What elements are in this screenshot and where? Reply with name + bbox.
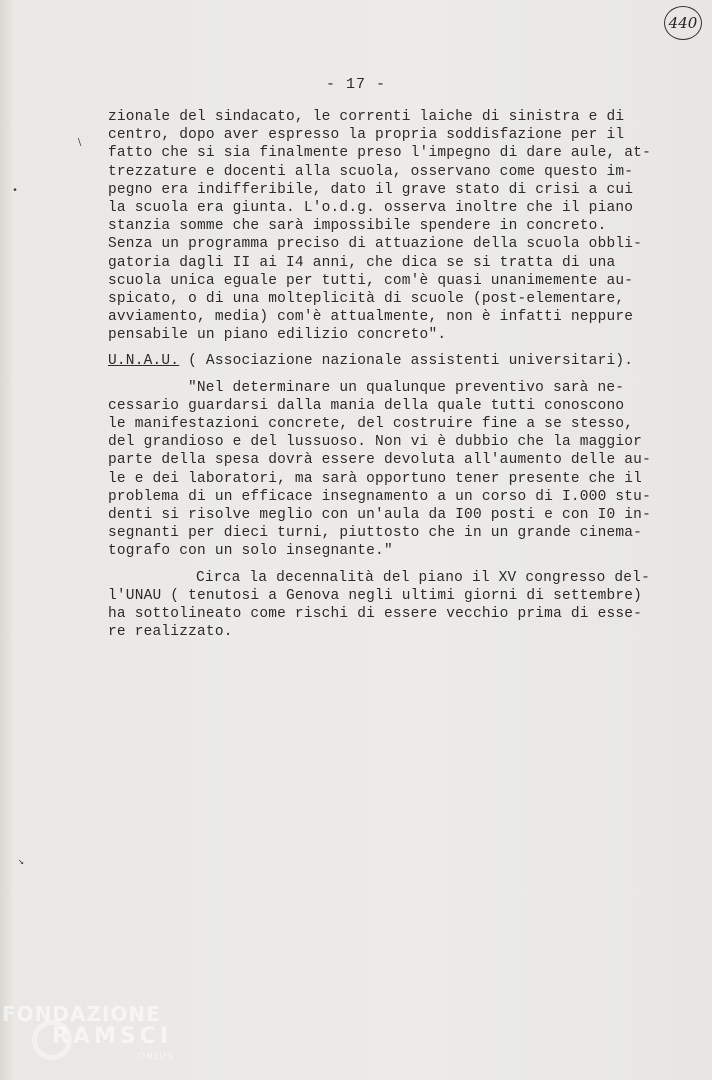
- text-line: avviamento, media) com'è attualmente, non è infatti neppure: [108, 309, 634, 326]
- text-line: fatto che si sia finalmente preso l'impegno di dare aule, at-: [108, 145, 651, 162]
- text-line: spicato, o di una molteplicità di scuole (post-elementare,: [108, 290, 625, 307]
- page-number: - 17 -: [325, 76, 386, 93]
- watermark-line1: FONDAZIONE: [2, 1002, 161, 1026]
- watermark-line2: RAMSCI: [52, 1024, 173, 1049]
- body-text: [108, 108, 651, 641]
- margin-mark: ↘: [18, 857, 25, 868]
- archive-number-stamp: 440: [664, 6, 702, 40]
- text-line: la scuola era giunta. L'o.d.g. osserva inoltre che il piano: [108, 199, 634, 216]
- text-line: pegno era indifferibile, dato il grave stato di crisi a cui: [108, 181, 634, 198]
- unau-description: ( Associazione nazionale assistenti universitari).: [179, 353, 634, 370]
- unau-abbreviation: U.N.A.U.: [108, 353, 180, 370]
- text-line: Circa la decennalità del piano il XV congresso del-: [196, 569, 650, 586]
- text-line: pensabile un piano edilizio concreto".: [108, 327, 447, 344]
- text-line: scuola unica eguale per tutti, com'è quasi unanimemente au-: [108, 272, 634, 289]
- text-line: cessario guardarsi dalla mania della quale tutti conoscono: [108, 397, 625, 414]
- text-line: segnanti per dieci turni, piuttosto che in un grande cinema-: [108, 525, 643, 542]
- text-line: tografo con un solo insegnante.": [108, 543, 393, 560]
- text-line: trezzature e docenti alla scuola, osservano come questo im-: [108, 163, 634, 180]
- text-line: parte della spesa dovrà essere devoluta all'aumento delle au-: [108, 452, 651, 469]
- text-line: gatoria dagli II ai I4 anni, che dica se si tratta di una: [108, 254, 616, 271]
- text-line: ha sottolineato come rischi di essere vecchio prima di esse-: [108, 605, 643, 622]
- text-line: le manifestazioni concrete, del costruire fine a se stesso,: [108, 416, 634, 432]
- paragraph-decennial-plan: [108, 569, 648, 642]
- text-line: problema di un efficace insegnamento a un corso di I.000 stu-: [108, 488, 651, 505]
- paragraph-union-currents: [108, 108, 651, 344]
- unau-quote: [108, 379, 651, 561]
- margin-mark: ∖: [76, 139, 83, 150]
- margin-mark: •: [12, 186, 19, 197]
- text-line: l'UNAU ( tenutosi a Genova negli ultimi giorni di settembre): [108, 587, 643, 604]
- text-line: stanzia somme che sarà impossibile spendere in concreto.: [108, 218, 607, 235]
- text-line: Senza un programma preciso di attuazione della scuola obbli-: [108, 236, 643, 253]
- unau-heading: [108, 352, 648, 370]
- text-line: "Nel determinare un qualunque preventivo sarà ne-: [188, 379, 625, 396]
- text-line: del grandioso e del lussuoso. Non vi è dubbio che la maggior: [108, 434, 643, 451]
- text-line: le e dei laboratori, ma sarà opportuno tener presente che il: [108, 470, 643, 487]
- text-line: zionale del sindacato, le correnti laiche di sinistra e di: [108, 109, 625, 125]
- text-line: denti si risolve meglio con un'aula da I00 posti e con I0 in-: [108, 506, 651, 523]
- text-line: re realizzato.: [108, 624, 233, 641]
- foundation-watermark: [2, 1000, 182, 1080]
- text-line: centro, dopo aver espresso la propria soddisfazione per il: [108, 127, 625, 144]
- watermark-sub: ONLUS: [138, 1052, 174, 1062]
